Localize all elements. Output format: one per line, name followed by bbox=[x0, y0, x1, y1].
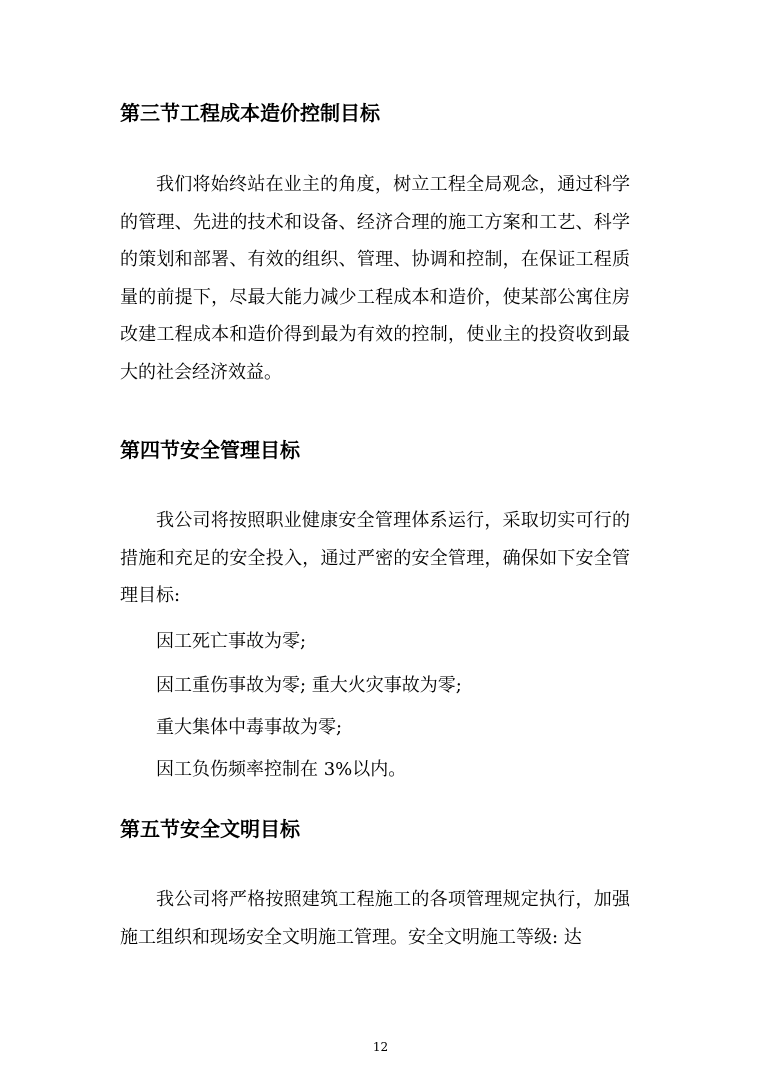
section-5-paragraph: 我公司将严格按照建筑工程施工的各项管理规定执行，加强施工组织和现场安全文明施工管理。安全文明施工等级: 达 bbox=[120, 889, 630, 948]
section-5-heading: 第五节安全文明目标 bbox=[120, 817, 300, 841]
section-3-paragraph: 我们将始终站在业主的角度，树立工程全局观念，通过科学的管理、先进的技术和设备、经济合理的施工方案和工艺、科学的策划和部署、有效的组织、管理、协调和控制，在保证工程质量的前提下，尽最大能力减少工程成本和造价，使某部公寓住房改建工程成本和造价得到最为有效的控制，使业主的投资收到最大的社会经济效益。 bbox=[120, 174, 630, 383]
page-number: 12 bbox=[372, 1040, 389, 1054]
safety-target-item: 重大集体中毒事故为零; bbox=[156, 717, 343, 738]
section-4-heading: 第四节安全管理目标 bbox=[120, 438, 300, 462]
section-4-paragraph: 我公司将按照职业健康安全管理体系运行，采取切实可行的措施和充足的安全投入，通过严密的安全管理，确保如下安全管理目标: bbox=[120, 510, 630, 606]
safety-target-item: 因工死亡事故为零; bbox=[156, 631, 307, 652]
safety-target-item: 因工负伤频率控制在 3%以内。 bbox=[156, 759, 407, 780]
safety-target-item: 因工重伤事故为零; 重大火灾事故为零; bbox=[156, 675, 462, 696]
section-3-heading: 第三节工程成本造价控制目标 bbox=[120, 101, 380, 125]
